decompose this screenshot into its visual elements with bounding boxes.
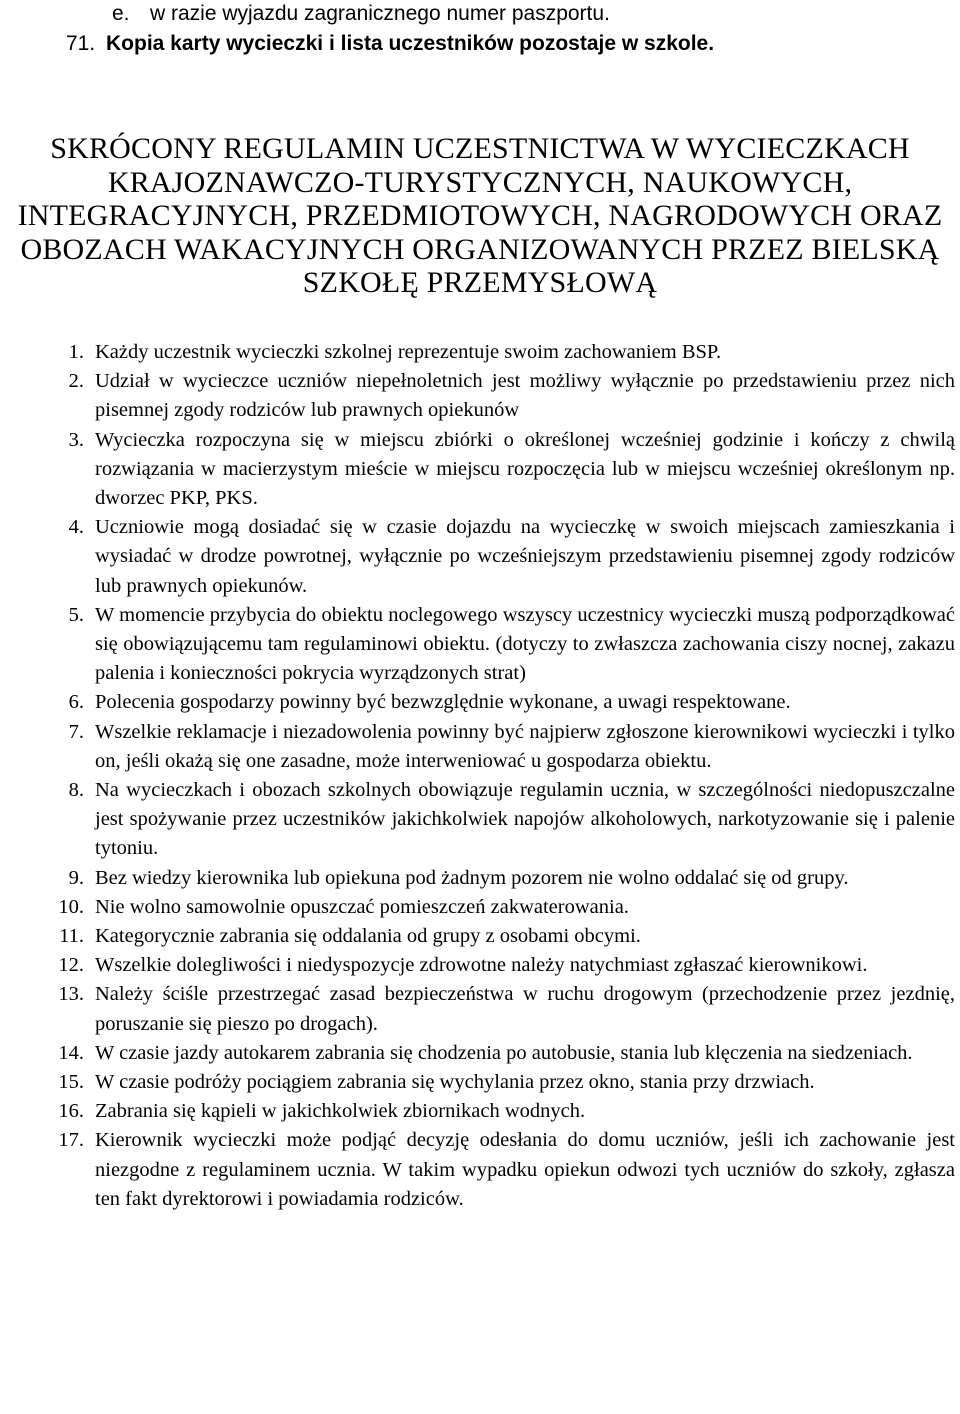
rule-number: 4. (68, 516, 84, 539)
rule-item (0, 688, 955, 717)
document-title (0, 132, 960, 300)
list-item-71 (66, 30, 714, 58)
rule-text: Wszelkie reklamacje i niezadowolenia powinny być najpierw zgłoszone kierownikowi wycieczki i tylko on, jeśli okażą się one zasadne, może interweniować u gospodarza obiektu. (95, 720, 955, 772)
title-line: KRAJOZNAWCZO-TURYSTYCZNYCH, NAUKOWYCH, (107, 165, 853, 199)
rule-item (0, 1039, 955, 1068)
rule-text: Wszelkie dolegliwości i niedyspozycje zdrowotne należy natychmiast zgłaszać kierownikowi. (95, 954, 868, 977)
rule-number: 9. (68, 866, 84, 889)
rule-number: 11. (59, 925, 84, 948)
rule-number: 17. (58, 1129, 84, 1152)
title-line: OBOZACH WAKACYJNYCH ORGANIZOWANYCH PRZEZ BIELSKĄ (20, 232, 940, 266)
rule-item (0, 1097, 955, 1126)
rule-text: Każdy uczestnik wycieczki szkolnej reprezentuje swoim zachowaniem BSP. (95, 341, 722, 363)
rule-number: 10. (58, 895, 84, 918)
title-line: INTEGRACYJNYCH, PRZEDMIOTOWYCH, NAGRODOWYCH ORAZ (17, 199, 943, 232)
rules-list (0, 338, 960, 1214)
rule-item (0, 951, 955, 980)
rule-item (0, 776, 955, 864)
rule-number: 16. (58, 1100, 84, 1123)
rule-item (0, 980, 955, 1038)
rule-item (0, 426, 955, 514)
rule-text: Kategorycznie zabrania się oddalania od grupy z osobami obcymi. (95, 925, 641, 948)
rule-number: 8. (68, 779, 84, 802)
rule-item (0, 513, 955, 601)
rule-text: Udział w wycieczce uczniów niepełnoletnich jest możliwy wyłącznie po przedstawieniu przez nich pisemnej zgody rodziców lub prawnych opiekunów (95, 370, 955, 422)
list-item-e (112, 0, 610, 28)
rule-number: 15. (58, 1071, 84, 1094)
list-item-text: Kopia karty wycieczki i lista uczestników pozostaje w szkole. (106, 32, 715, 55)
rule-number: 14. (58, 1041, 84, 1064)
rule-text: Uczniowie mogą dosiadać się w czasie dojazdu na wycieczkę w swoich miejscach zamieszkania i wysiadać w drodze powrotnej, wyłącznie po wcześniejszym przedstawieniu pisemnej zgody rodziców lub prawnych opiekunów. (95, 516, 955, 597)
rule-item (0, 922, 955, 951)
rule-text: Zabrania się kąpieli w jakichkolwiek zbiornikach wodnych. (95, 1100, 586, 1123)
rule-number: 5. (68, 603, 84, 626)
rule-item (0, 893, 955, 922)
rule-item (0, 1068, 955, 1097)
rule-item (0, 601, 955, 689)
rule-text: Należy ściśle przestrzegać zasad bezpieczeństwa w ruchu drogowym (przechodzenie przez jezdnię, poruszanie się pieszo po drogach). (95, 983, 955, 1035)
title-line: SKRÓCONY REGULAMIN UCZESTNICTWA W WYCIECZKACH (50, 132, 910, 165)
list-item-text: w razie wyjazdu zagranicznego numer paszportu. (150, 2, 610, 25)
rule-number: 3. (68, 428, 84, 451)
rule-text: W czasie podróży pociągiem zabrania się wychylania przez okno, stania przy drzwiach. (95, 1071, 815, 1094)
rule-text: Kierownik wycieczki może podjąć decyzję odesłania do domu uczniów, jeśli ich zachowanie jest niezgodne z regulaminem ucznia. W takim wypadku opiekun odwozi tych uczniów do szkoły, zgłasza ten fakt dyrektorowi i powiadamia rodziców. (95, 1129, 955, 1210)
rule-number: 13. (58, 983, 84, 1006)
rule-number: 1. (68, 341, 84, 363)
title-line: SZKOŁĘ PRZEMYSŁOWĄ (302, 266, 658, 299)
rule-item (0, 1126, 955, 1214)
rule-text: W momencie przybycia do obiektu noclegowego wszyscy uczestnicy wycieczki muszą podporządkować się obowiązującemu tam regulaminowi obiektu. (dotyczy to zwłaszcza zachowania ciszy nocnej, zakazu palenia i konieczności pokrycia wyrządzonych strat) (95, 603, 955, 685)
rule-text: Bez wiedzy kierownika lub opiekuna pod żadnym pozorem nie wolno oddalać się od grupy. (95, 866, 849, 889)
rule-item (0, 864, 955, 893)
rule-item (0, 718, 955, 776)
rule-text: Nie wolno samowolnie opuszczać pomieszczeń zakwaterowania. (95, 895, 629, 918)
rule-item (0, 338, 955, 367)
list-marker: e. (112, 2, 130, 25)
rule-number: 12. (58, 954, 84, 977)
list-marker: 71. (66, 32, 96, 55)
rule-item (0, 367, 955, 425)
rule-number: 6. (68, 691, 84, 714)
rule-number: 7. (68, 720, 84, 743)
rule-text: Polecenia gospodarzy powinny być bezwzględnie wykonane, a uwagi respektowane. (95, 691, 791, 714)
rule-number: 2. (68, 370, 84, 393)
rule-text: W czasie jazdy autokarem zabrania się chodzenia po autobusie, stania lub klęczenia na siedzeniach. (95, 1041, 913, 1064)
rule-text: Na wycieczkach i obozach szkolnych obowiązuje regulamin ucznia, w szczególności niedopuszczalne jest spożywanie przez uczestników jakichkolwiek napojów alkoholowych, narkotyzowanie się i palenie tytoniu. (95, 779, 955, 860)
rule-text: Wycieczka rozpoczyna się w miejscu zbiórki o określonej wcześniej godzinie i kończy z chwilą rozwiązania w macierzystym mieście w miejscu rozpoczęcia lub w miejscu wcześniej określonym np. dworzec PKP, PKS. (95, 428, 955, 510)
